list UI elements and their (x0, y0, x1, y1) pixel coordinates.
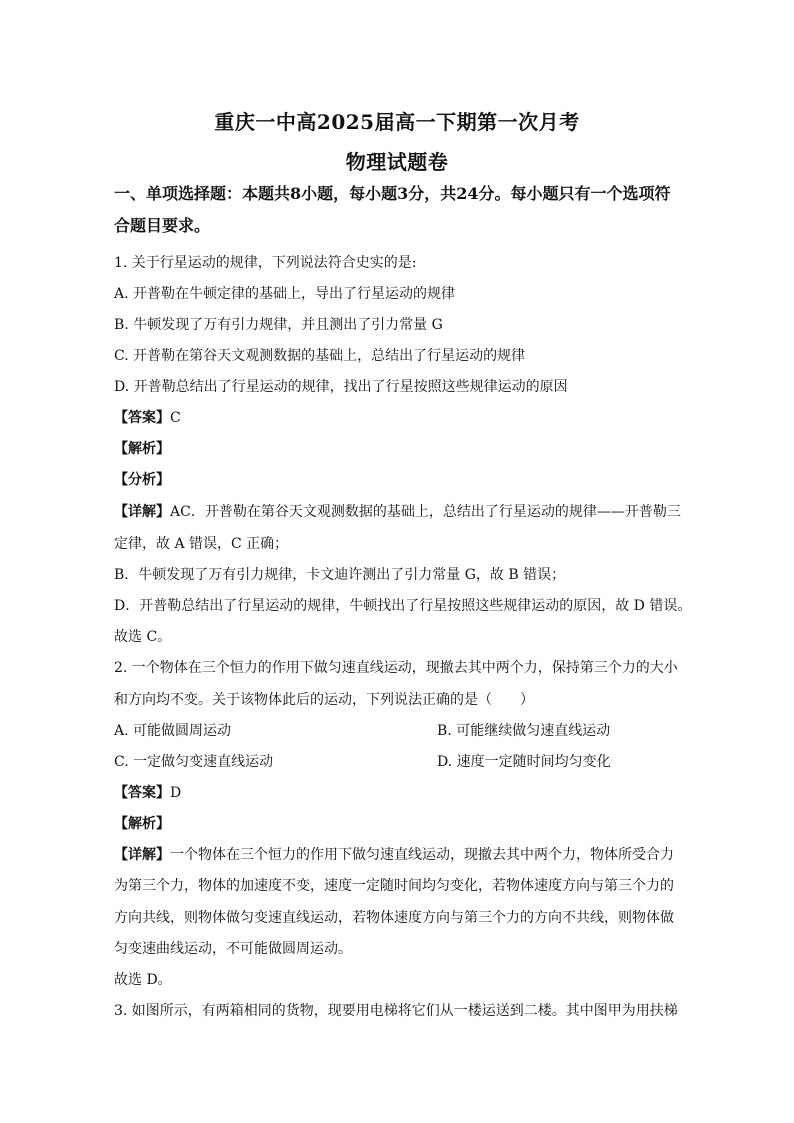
q1-option-b: B. 牛顿发现了万有引力规律，并且测出了引力常量 G (114, 317, 443, 333)
q1-detail-line3: B．牛顿发现了万有引力规律，卡文迪许测出了引力常量 G，故 B 错误； (114, 567, 566, 583)
q1-analysis-tag: 【解析】 (114, 441, 170, 457)
detail-tag: 【详解】 (114, 847, 170, 863)
q2-detail-line2: 为第三个力，物体的加速度不变，速度一定随时间均匀变化，若物体速度方向与第三个力的 (114, 878, 674, 894)
q2-answer-line (114, 783, 684, 803)
q1-answer-line (114, 408, 684, 428)
q1-detail-line1 (114, 502, 684, 522)
q2-analysis-tag: 【解析】 (114, 816, 170, 832)
q1-option-c: C. 开普勒在第谷天文观测数据的基础上，总结出了行星运动的规律 (114, 348, 526, 364)
q1-detail-line2: 定律，故 A 错误，C 正确； (114, 536, 289, 552)
section-heading-line1: 一、单项选择题：本题共8小题，每小题3分，共24分。每小题只有一个选项符 (114, 184, 671, 203)
q1-stem: 1. 关于行星运动的规律，下列说法符合史实的是: (114, 255, 417, 271)
q1-option-d: D. 开普勒总结出了行星运动的规律，找出了行星按照这些规律运动的原因 (114, 379, 568, 395)
q1-fenxi-tag: 【分析】 (114, 472, 170, 488)
q2-answer-value: D (170, 785, 182, 801)
answer-tag: 【答案】 (114, 410, 170, 426)
q2-option-d: D. 速度一定随时间均匀变化 (437, 754, 611, 770)
q2-option-c: C. 一定做匀变速直线运动 (114, 754, 274, 770)
q2-detail-line3: 方向共线，则物体做匀变速直线运动，若物体速度方向与第三个力的方向不共线，则物体做 (114, 910, 674, 926)
q2-detail-line1 (114, 845, 684, 865)
q2-stem-line2: 和方向均不变。关于该物体此后的运动，下列说法正确的是（ ） (114, 692, 534, 708)
section-heading-line2: 合题目要求。 (114, 216, 211, 235)
q2-detail-line4: 匀变速曲线运动，不可能做圆周运动。 (114, 941, 352, 957)
exam-subtitle: 物理试题卷 (345, 150, 449, 174)
answer-tag: 【答案】 (114, 785, 170, 801)
q1-detail-line4: D．开普勒总结出了行星运动的规律，牛顿找出了行星按照这些规律运动的原因，故 D 错误。 (114, 598, 692, 614)
q3-stem-line1: 3. 如图所示，有两箱相同的货物，现要用电梯将它们从一楼运送到二楼。其中图甲为用扶梯 (114, 1003, 678, 1019)
q2-option-b: B. 可能继续做匀速直线运动 (437, 723, 611, 739)
q2-option-a: A. 可能做圆周运动 (114, 723, 232, 739)
q1-conclusion: 故选 C。 (114, 629, 172, 645)
q2-conclusion: 故选 D。 (114, 972, 172, 988)
q1-detail-text1: AC．开普勒在第谷天文观测数据的基础上，总结出了行星运动的规律——开普勒三 (170, 504, 681, 520)
detail-tag: 【详解】 (114, 504, 170, 520)
q1-answer-value: C (170, 410, 181, 426)
q1-option-a: A. 开普勒在牛顿定律的基础上，导出了行星运动的规律 (114, 286, 456, 302)
q2-stem-line1: 2. 一个物体在三个恒力的作用下做匀速直线运动，现撤去其中两个力，保持第三个力的大小 (114, 660, 678, 676)
q2-detail-text1: 一个物体在三个恒力的作用下做匀速直线运动，现撤去其中两个力，物体所受合力 (170, 847, 674, 863)
exam-title: 重庆一中高2025届高一下期第一次月考 (214, 110, 580, 134)
